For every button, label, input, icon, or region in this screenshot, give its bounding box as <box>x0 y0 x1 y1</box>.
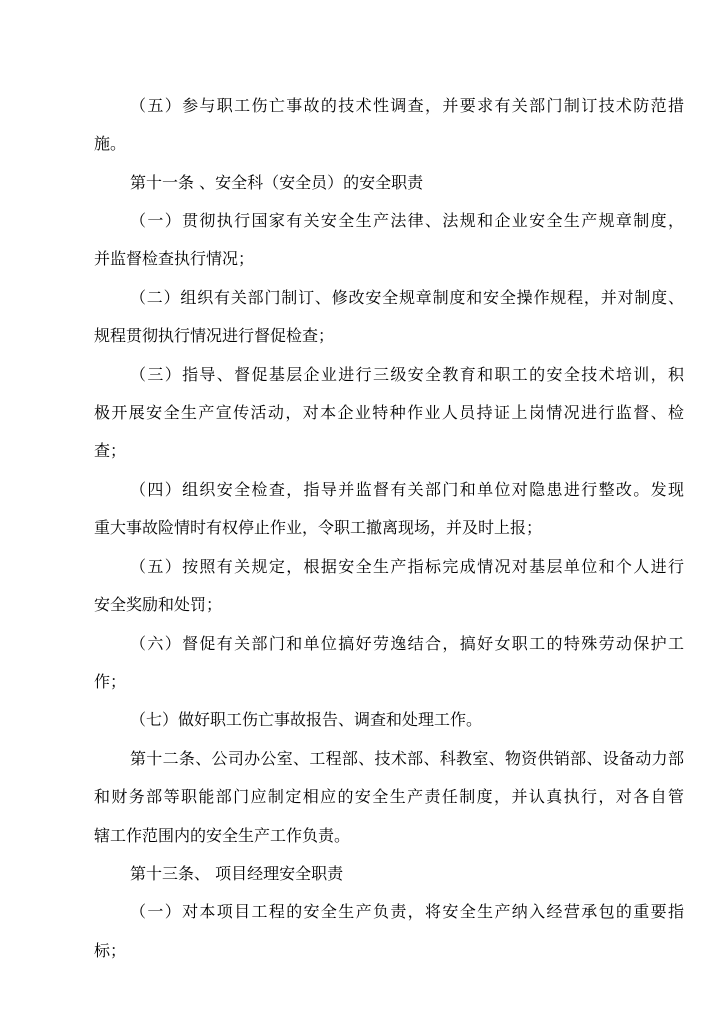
paragraph-line: 辖工作范围内的安全生产工作负责。 <box>94 826 351 845</box>
section-heading: 第十三条、 项目经理安全职责 <box>130 864 344 883</box>
paragraph-line: 规程贯彻执行情况进行督促检查； <box>94 326 335 345</box>
paragraph-line: 安全奖励和处罚； <box>94 595 223 614</box>
paragraph-line: （一）对本项目工程的安全生产负责，将安全生产纳入经营承包的重要指 <box>130 902 684 921</box>
paragraph-line: （二）组织有关部门制订、修改安全规章制度和安全操作规程，并对制度、 <box>130 288 684 307</box>
paragraph-line: （七）做好职工伤亡事故报告、调查和处理工作。 <box>130 710 483 729</box>
section-heading: 第十二条、公司办公室、工程部、技术部、科教室、物资供销部、设备动力部 <box>130 749 684 768</box>
paragraph-line: 施。 <box>94 134 127 153</box>
paragraph-line: （六）督促有关部门和单位搞好劳逸结合，搞好女职工的特殊劳动保护工 <box>130 634 684 653</box>
paragraph-line: （一）贯彻执行国家有关安全生产法律、法规和企业安全生产规章制度， <box>130 211 684 230</box>
paragraph-line: （三）指导、督促基层企业进行三级安全教育和职工的安全技术培训，积 <box>130 365 684 384</box>
paragraph-line: 和财务部等职能部门应制定相应的安全生产责任制度，并认真执行，对各自管 <box>94 787 684 806</box>
paragraph-line: 标； <box>94 941 127 960</box>
paragraph-line: （五）按照有关规定，根据安全生产指标完成情况对基层单位和个人进行 <box>130 557 684 576</box>
paragraph-line: 极开展安全生产宣传活动，对本企业特种作业人员持证上岗情况进行监督、检 <box>94 403 684 422</box>
paragraph-line: 并监督检查执行情况； <box>94 249 255 268</box>
paragraph-line: 查； <box>94 441 127 460</box>
section-heading: 第十一条 、安全科（安全员）的安全职责 <box>130 173 424 192</box>
paragraph-line: （五）参与职工伤亡事故的技术性调查，并要求有关部门制订技术防范措 <box>130 96 684 115</box>
paragraph-line: 重大事故险情时有权停止作业，令职工撤离现场，并及时上报； <box>94 518 543 537</box>
paragraph-line: （四）组织安全检查，指导并监督有关部门和单位对隐患进行整改。发现 <box>130 480 684 499</box>
paragraph-line: 作； <box>94 672 127 691</box>
